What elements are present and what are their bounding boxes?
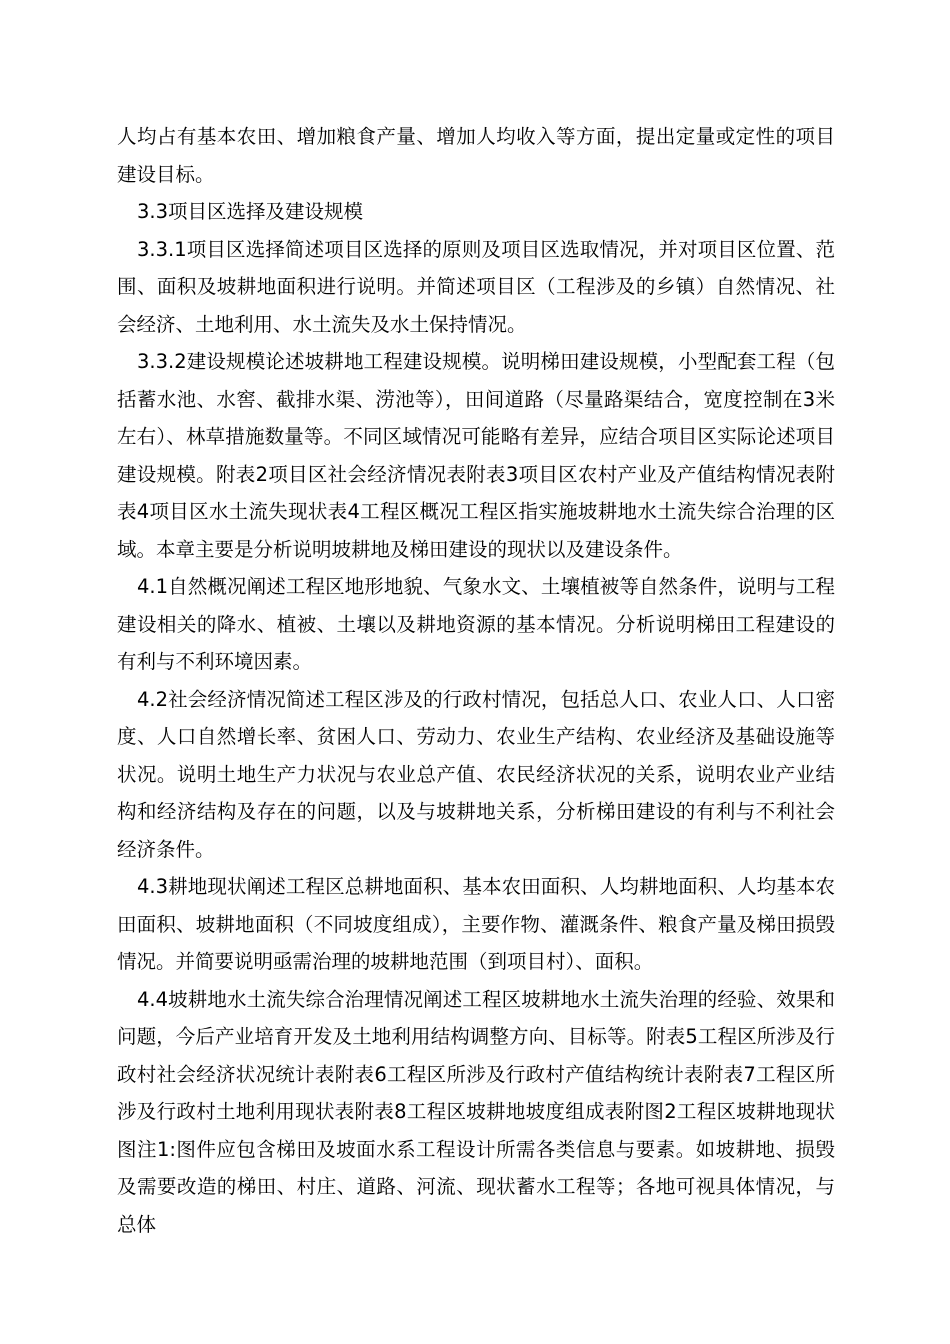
- paragraph-4-4: 4.4坡耕地水土流失综合治理情况阐述工程区坡耕地水土流失治理的经验、效果和问题，今后产业培育开发及土地利用结构调整方向、目标等。附表5工程区所涉及行政村社会经济状况统计表附表6工程区所涉及行政村产值结构统计表附表7工程区所涉及行政村土地利用现状表附表8工程区坡耕地坡度组成表附图2工程区坡耕地现状图注1:图件应包含梯田及坡面水系工程设计所需各类信息与要素。如坡耕地、损毁及需要改造的梯田、村庄、道路、河流、现状蓄水工程等；各地可视具体情况，与总体: [117, 987, 835, 1236]
- paragraph-continuation: 人均占有基本农田、增加粮食产量、增加人均收入等方面，提出定量或定性的项目建设目标。: [117, 125, 835, 186]
- document-body: [117, 118, 835, 1243]
- paragraph-3-3-1: 3.3.1项目区选择简述项目区选择的原则及项目区选取情况，并对项目区位置、范围、面积及坡耕地面积进行说明。并简述项目区（工程涉及的乡镇）自然情况、社会经济、土地利用、水土流失及水土保持情况。: [117, 237, 835, 336]
- paragraph-4-2: 4.2社会经济情况简述工程区涉及的行政村情况，包括总人口、农业人口、人口密度、人口自然增长率、贫困人口、劳动力、农业生产结构、农业经济及基础设施等状况。说明土地生产力状况与农业总产值、农民经济状况的关系，说明农业产业结构和经济结构及存在的问题，以及与坡耕地关系，分析梯田建设的有利与不利社会经济条件。: [117, 687, 835, 861]
- section-heading-3-3: 3.3项目区选择及建设规模: [137, 200, 364, 223]
- paragraph-4-1: 4.1自然概况阐述工程区地形地貌、气象水文、土壤植被等自然条件，说明与工程建设相关的降水、植被、土壤以及耕地资源的基本情况。分析说明梯田工程建设的有利与不利环境因素。: [117, 575, 835, 673]
- paragraph-4-3: 4.3耕地现状阐述工程区总耕地面积、基本农田面积、人均耕地面积、人均基本农田面积、坡耕地面积（不同坡度组成），主要作物、灌溉条件、粮食产量及梯田损毁情况。并简要说明亟需治理的坡耕地范围（到项目村）、面积。: [117, 875, 835, 973]
- paragraph-3-3-2: 3.3.2建设规模论述坡耕地工程建设规模。说明梯田建设规模，小型配套工程（包括蓄水池、水窖、截排水渠、涝池等），田间道路（尽量路渠结合，宽度控制在3米左右）、林草措施数量等。不同区域情况可能略有差异，应结合项目区实际论述项目建设规模。附表2项目区社会经济情况表附表3项目区农村产业及产值结构情况表附表4项目区水土流失现状表4工程区概况工程区指实施坡耕地水土流失综合治理的区域。本章主要是分析说明坡耕地及梯田建设的现状以及建设条件。: [117, 350, 835, 561]
